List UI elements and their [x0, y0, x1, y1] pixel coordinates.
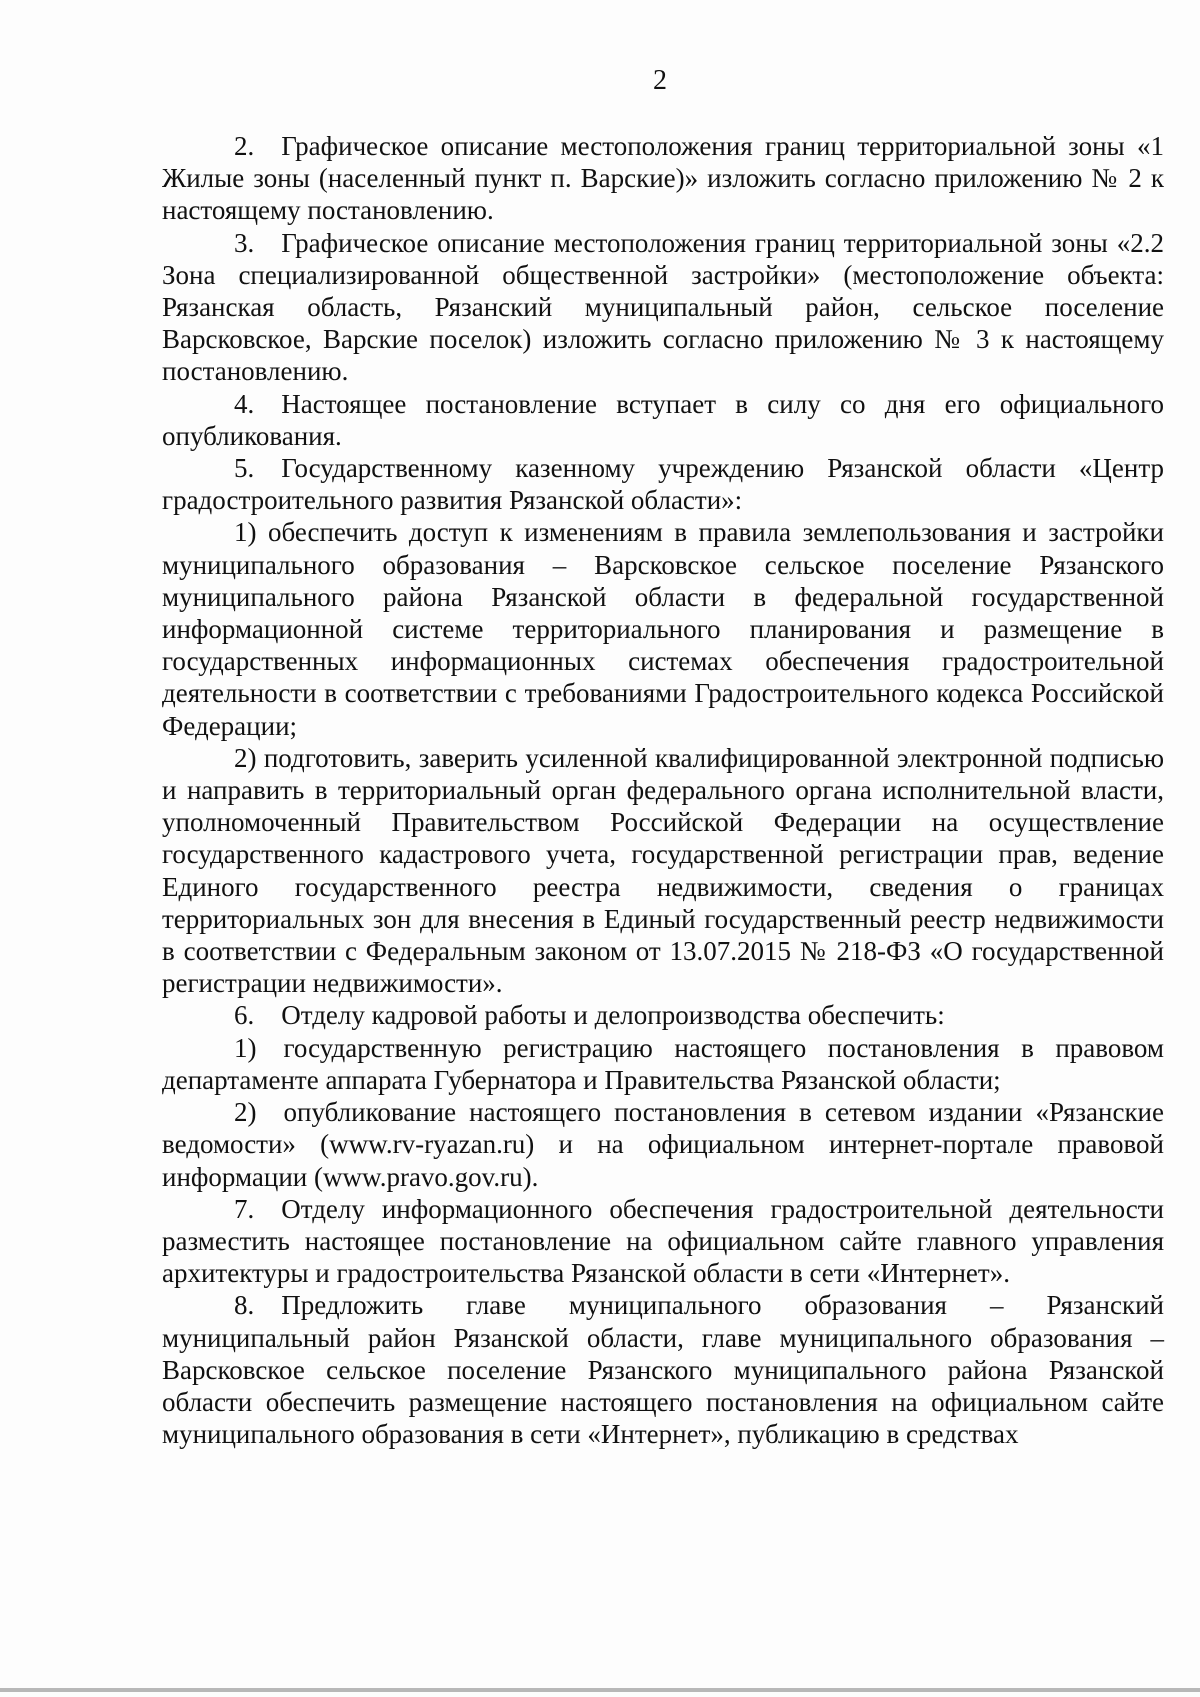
paragraph-item-6-1: 1) государственную регистрацию настоящего постановления в правовом департаменте аппарата Губернатора и Правительства Рязанской области; — [162, 1032, 1164, 1095]
paragraph-item-5-1: 1) обеспечить доступ к изменениям в правила землепользования и застройки муниципального образования – Варсковское сельское поселение Рязанского муниципального района Рязанской области в федеральной государственной информационной системе территориального планирования и размещение в государственных информационных системах обеспечения градостроительной деятельности в соответствии с требованиями Градостроительного кодекса Российской Федерации; — [162, 517, 1164, 741]
paragraph-item-5-2: 2) подготовить, заверить усиленной квалифицированной электронной подписью и направить в территориальный орган федерального органа исполнительной власти, уполномоченный Правительством Российской Федерации на осуществление государственного кадастрового учета, государственной регистрации прав, ведение Единого государственного реестра недвижимости, сведения о границах территориальных зон для внесения в Единый государственный реестр недвижимости в соответствии с Федеральным законом от 13.07.2015 № 218-ФЗ «О государственной регистрации недвижимости». — [162, 742, 1164, 999]
paragraph-item-6-2: 2) опубликование настоящего постановления в сетевом издании «Рязанские ведомости» (www.rv-ryazan.ru) и на официальном интернет-портале правовой информации (www.pravo.gov.ru). — [162, 1097, 1164, 1192]
scan-bottom-edge — [0, 1688, 1200, 1692]
paragraph-item-4: 4. Настоящее постановление вступает в силу со дня его официального опубликования. — [162, 388, 1164, 451]
paragraph-item-3: 3. Графическое описание местоположения границ территориальной зоны «2.2 Зона специализированной общественной застройки» (местоположение объекта: Рязанская область, Рязанский муниципальный район, сельское поселение Варсковское, Варские поселок) изложить согласно приложению № 3 к настоящему постановлению. — [162, 227, 1164, 387]
paragraph-item-6: 6. Отделу кадровой работы и делопроизводства обеспечить: — [234, 1000, 945, 1031]
document-body — [162, 130, 1164, 1450]
paragraph-item-5: 5. Государственному казенному учреждению Рязанской области «Центр градостроительного развития Рязанской области»: — [162, 453, 1164, 516]
paragraph-item-2: 2. Графическое описание местоположения границ территориальной зоны «1 Жилые зоны (населенный пункт п. Варские)» изложить согласно приложению № 2 к настоящему постановлению. — [162, 131, 1164, 226]
page-number: 2 — [653, 65, 667, 96]
paragraph-item-7: 7. Отделу информационного обеспечения градостроительной деятельности разместить настоящее постановление на официальном сайте главного управления архитектуры и градостроительства Рязанской области в сети «Интернет». — [162, 1193, 1164, 1289]
paragraph-item-8: 8. Предложить главе муниципального образования – Рязанский муниципальный район Рязанской области, главе муниципального образования – Варсковское сельское поселение Рязанского муниципального района Рязанской области обеспечить размещение настоящего постановления на официальном сайте муниципального образования в сети «Интернет», публикацию в средствах — [162, 1290, 1164, 1450]
